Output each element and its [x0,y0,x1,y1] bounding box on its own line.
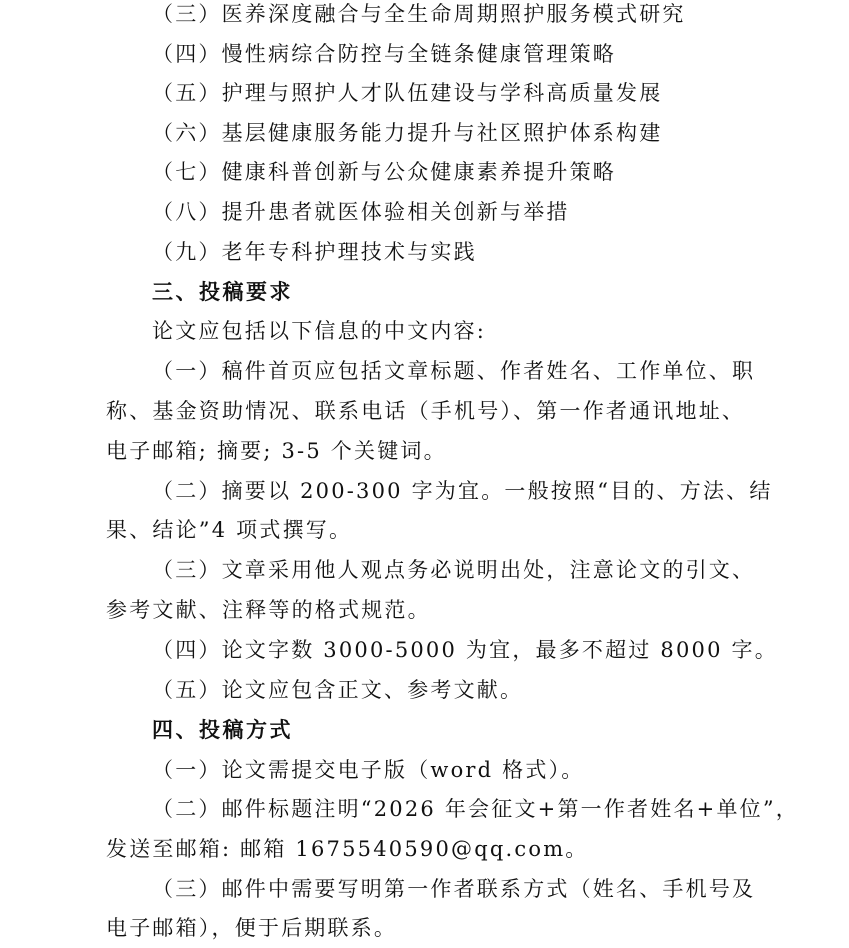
requirement-3-line-1: （三）文章采用他人观点务必说明出处，注意论文的引文、 [152,558,756,582]
requirement-5: （五）论文应包含正文、参考文献。 [152,678,524,702]
topic-item-6: （六）基层健康服务能力提升与社区照护体系构建 [152,121,663,145]
section-heading-submission-requirements: 三、投稿要求 [152,280,293,304]
topic-item-4: （四）慢性病综合防控与全链条健康管理策略 [152,42,616,66]
requirement-1-line-3: 电子邮箱; 摘要; 3-5 个关键词。 [106,439,447,463]
method-1: （一）论文需提交电子版（word 格式）。 [152,758,585,782]
method-3-line-1: （三）邮件中需要写明第一作者联系方式（姓名、手机号及 [152,877,756,901]
requirement-4: （四）论文字数 3000-5000 为宜，最多不超过 8000 字。 [152,638,778,662]
topic-item-3: （三）医养深度融合与全生命周期照护服务模式研究 [152,2,686,26]
requirement-2-line-2: 果、结论”4 项式撰写。 [106,518,353,542]
section-heading-submission-method: 四、投稿方式 [152,718,293,742]
requirements-intro: 论文应包括以下信息的中文内容: [152,319,487,343]
method-3-line-2: 电子邮箱），便于后期联系。 [106,916,398,940]
topic-item-7: （七）健康科普创新与公众健康素养提升策略 [152,160,616,184]
method-2-line-1: （二）邮件标题注明“2026 年会征文+第一作者姓名+单位”， [152,797,799,821]
topic-item-9: （九）老年专科护理技术与实践 [152,240,477,264]
requirement-1-line-2: 称、基金资助情况、联系电话（手机号）、第一作者通讯地址、 [106,399,746,423]
requirement-2-line-1: （二）摘要以 200-300 字为宜。一般按照“目的、方法、结 [152,479,773,503]
requirement-1-line-1: （一）稿件首页应包括文章标题、作者姓名、工作单位、职 [152,359,756,383]
topic-item-5: （五）护理与照护人才队伍建设与学科高质量发展 [152,81,663,105]
method-2-line-2: 发送至邮箱: 邮箱 1675540590@qq.com。 [106,837,589,861]
requirement-3-line-2: 参考文献、注释等的格式规范。 [106,598,431,622]
topic-item-8: （八）提升患者就医体验相关创新与举措 [152,200,570,224]
